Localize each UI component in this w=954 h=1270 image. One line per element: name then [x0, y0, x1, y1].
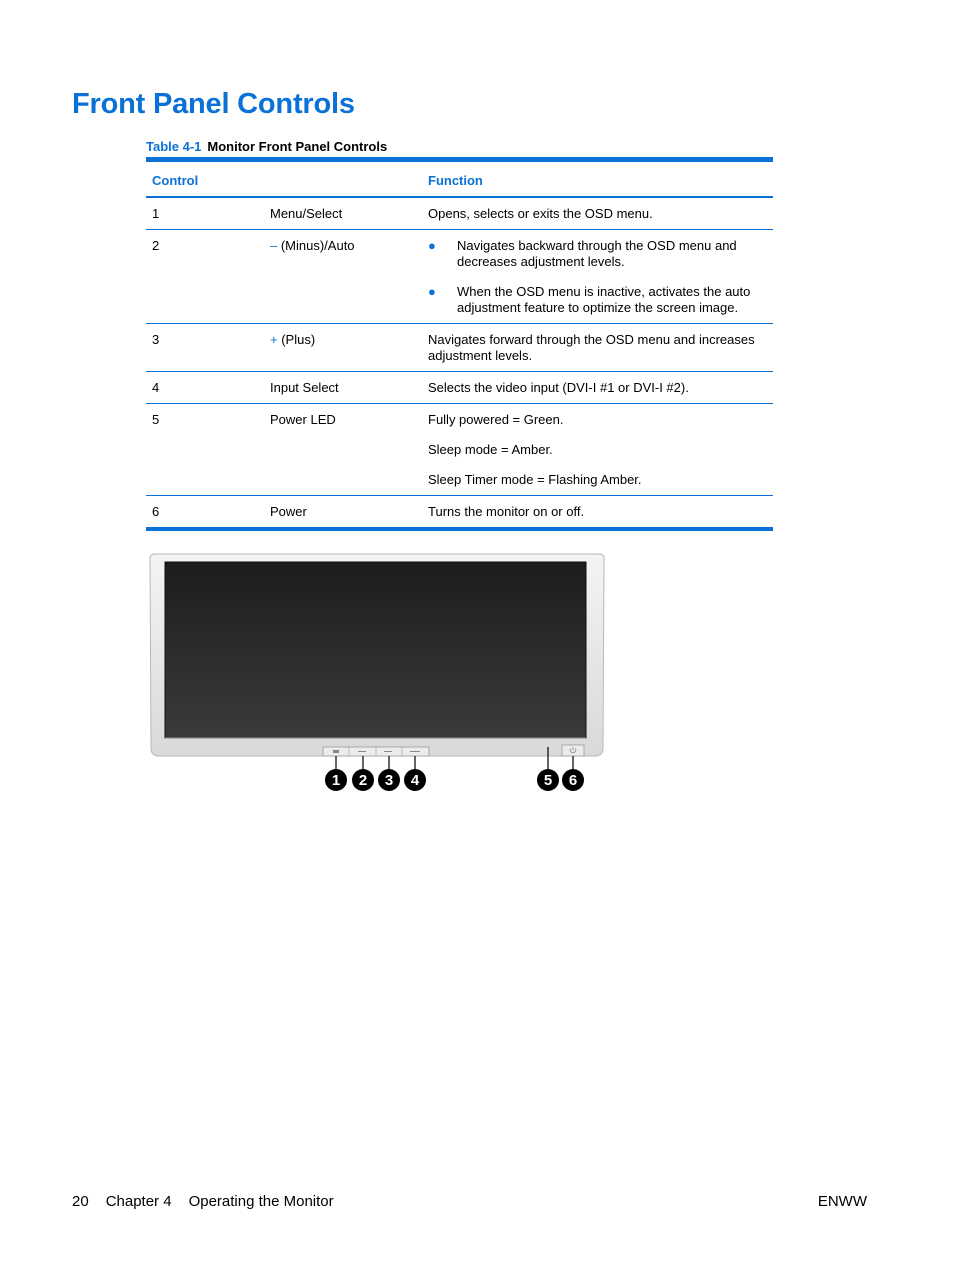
callout-5	[537, 769, 559, 791]
front-panel-controls-table	[146, 157, 773, 531]
row-control	[264, 230, 422, 324]
row-number: 4	[146, 372, 264, 404]
table-row	[146, 324, 773, 372]
row-function	[422, 404, 773, 496]
footer-chapter: Chapter 4	[105, 1193, 172, 1210]
bullet-dot-icon: ●	[428, 238, 436, 253]
power-led	[547, 747, 549, 750]
callout-3	[378, 769, 400, 791]
page-number: 20	[72, 1193, 89, 1210]
list-item	[428, 284, 767, 316]
list-item	[428, 238, 767, 270]
callout-1	[325, 769, 347, 791]
page-footer-right: ENWW	[817, 1193, 867, 1210]
table-header-row	[146, 160, 773, 198]
row-number: 6	[152, 504, 160, 519]
table-caption-title: Monitor Front Panel Controls	[207, 139, 388, 154]
table-row	[146, 372, 773, 404]
row-function: Selects the video input (DVI-I #1 or DVI-I #2).	[422, 372, 773, 404]
svg-text:1: 1	[331, 772, 341, 789]
bullet-dot-icon: ●	[428, 284, 436, 299]
table-caption-number: Table 4-1	[146, 139, 202, 154]
row-number: 5	[146, 404, 264, 496]
row-control: Input Select	[264, 372, 422, 404]
callout-4	[404, 769, 426, 791]
row-number: 2	[146, 230, 264, 324]
row-function: Opens, selects or exits the OSD menu.	[422, 197, 773, 230]
svg-text:6: 6	[568, 772, 578, 789]
function-line: Sleep mode = Amber.	[428, 442, 553, 457]
page-title: Front Panel Controls	[72, 88, 355, 120]
monitor-illustration	[146, 552, 608, 797]
row-function	[422, 230, 773, 324]
row-control: Menu/Select	[264, 197, 422, 230]
row-control-label: (Minus)/Auto	[277, 238, 355, 253]
function-bullet-list	[428, 238, 767, 316]
row-control: Power	[270, 504, 307, 519]
table-row	[146, 496, 773, 530]
svg-text:5: 5	[543, 772, 553, 789]
minus-symbol: –	[270, 238, 278, 253]
row-number: 1	[146, 197, 264, 230]
header-control: Control	[146, 160, 422, 198]
svg-text:4: 4	[410, 772, 420, 789]
callout-2	[352, 769, 374, 791]
monitor-front-panel-figure	[146, 552, 608, 797]
table-row	[146, 230, 773, 324]
row-control	[264, 324, 422, 372]
row-number: 3	[146, 324, 264, 372]
table-row	[146, 197, 773, 230]
svg-text:2: 2	[358, 772, 368, 789]
row-control-label: (Plus)	[277, 332, 316, 347]
plus-symbol: +	[270, 332, 278, 347]
function-line: Fully powered = Green.	[428, 412, 564, 427]
table-caption	[146, 139, 387, 154]
callout-6	[562, 769, 584, 791]
row-control: Power LED	[264, 404, 422, 496]
bullet-text: Navigates backward through the OSD menu and decreases adjustment levels.	[457, 238, 737, 269]
table-row	[146, 404, 773, 496]
function-line: Sleep Timer mode = Flashing Amber.	[428, 472, 642, 487]
bullet-text: When the OSD menu is inactive, activates the auto adjustment feature to optimize the screen image.	[457, 284, 751, 315]
row-function: Navigates forward through the OSD menu and increases adjustment levels.	[422, 324, 773, 372]
header-function: Function	[422, 160, 773, 198]
svg-text:3: 3	[384, 772, 394, 789]
row-function: Turns the monitor on or off.	[428, 504, 585, 519]
page-footer-left	[72, 1193, 351, 1210]
footer-chapter-title: Operating the Monitor	[188, 1193, 334, 1210]
